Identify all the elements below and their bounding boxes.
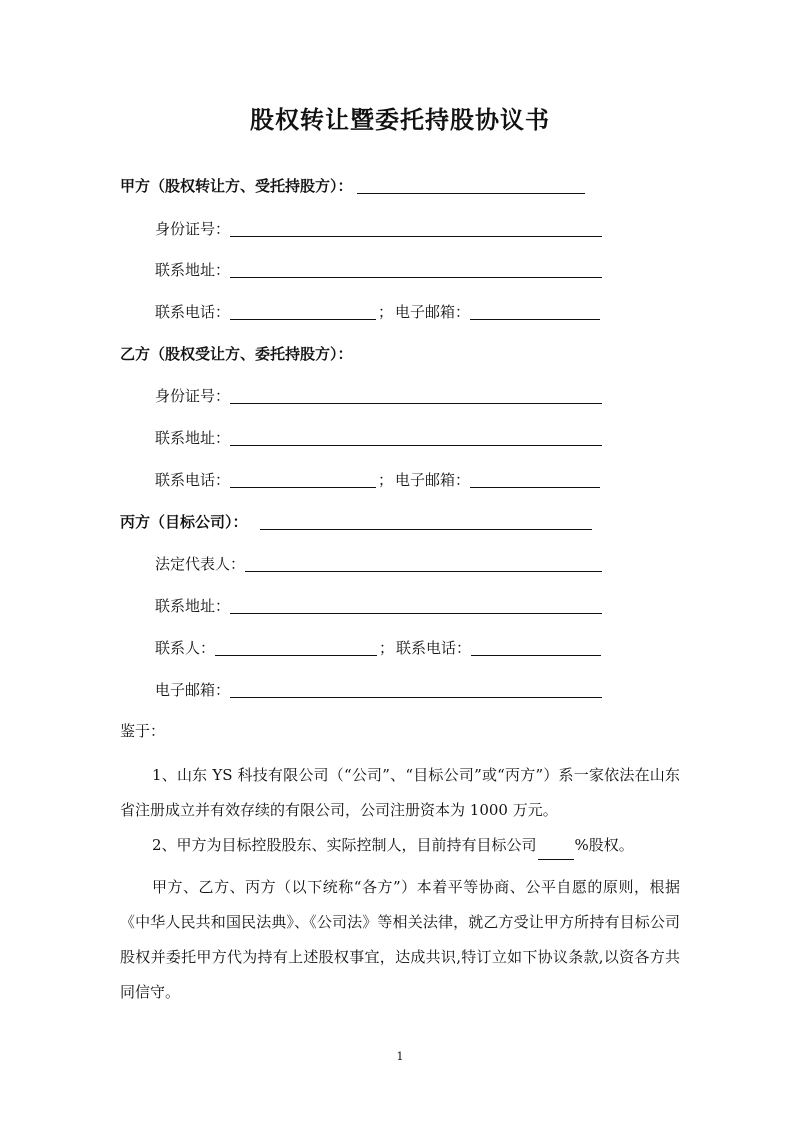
document-title: 股权转让暨委托持股协议书: [250, 105, 550, 134]
clause-1: 1、山东 YS 科技有限公司（“公司”、“目标公司”或“丙方”）系一家依法在山东省注册成立并有效存续的有限公司，公司注册资本为 1000 万元。: [120, 766, 680, 819]
party-b-separator: ；: [378, 471, 394, 489]
party-c-rep-row: [155, 553, 602, 575]
party-c-email-blank[interactable]: [230, 681, 602, 698]
party-b-heading: [120, 343, 353, 365]
party-c-address-blank[interactable]: [230, 597, 602, 614]
party-a-address-row: [155, 259, 602, 281]
shareholding-percent-blank[interactable]: [538, 843, 574, 860]
party-c-email-label: 电子邮箱：: [155, 681, 231, 699]
party-a-id-blank[interactable]: [230, 220, 602, 237]
party-b-id-label: 身份证号：: [155, 387, 231, 405]
party-a-heading: [120, 175, 585, 197]
party-a-email-label: 电子邮箱：: [395, 303, 471, 321]
party-b-address-blank[interactable]: [230, 429, 602, 446]
party-b-label: 乙方（股权受让方、委托持股方）：: [120, 345, 353, 363]
party-a-address-blank[interactable]: [230, 261, 602, 278]
party-b-address-row: [155, 427, 602, 449]
party-c-contact-label: 联系人：: [155, 639, 216, 657]
party-c-label: 丙方（目标公司）：: [120, 513, 248, 531]
party-a-phone-label: 联系电话：: [155, 303, 231, 321]
party-a-separator: ；: [378, 303, 394, 321]
clause-2-prefix: 2、甲方为目标控股股东、实际控制人，目前持有目标公司: [152, 836, 537, 854]
clause-2-suffix: %股权。: [574, 836, 634, 854]
party-b-contact-row: [155, 469, 600, 491]
party-c-phone-label: 联系电话：: [396, 639, 472, 657]
party-b-id-blank[interactable]: [230, 387, 602, 404]
party-c-contact-row: [155, 637, 601, 659]
party-c-heading: [120, 511, 592, 533]
party-b-email-label: 电子邮箱：: [395, 471, 471, 489]
party-a-phone-blank[interactable]: [230, 303, 376, 320]
party-a-contact-row: [155, 301, 600, 323]
party-c-rep-label: 法定代表人：: [155, 555, 246, 573]
whereas-heading: 鉴于：: [120, 722, 166, 740]
party-b-id-row: [155, 385, 602, 407]
party-a-name-blank[interactable]: [357, 177, 585, 194]
party-a-id-row: [155, 218, 602, 240]
party-c-email-row: [155, 679, 602, 701]
party-c-separator: ；: [379, 639, 395, 657]
party-b-phone-label: 联系电话：: [155, 471, 231, 489]
party-a-email-blank[interactable]: [470, 303, 600, 320]
party-c-address-row: [155, 595, 602, 617]
agreement-paragraph: 甲方、乙方、丙方（以下统称“各方”）本着平等协商、公平自愿的原则，根据《中华人民共和国民法典》、《公司法》等相关法律，就乙方受让甲方所持有目标公司股权并委托甲方代为持有上述股权事宜，达成共识,特订立如下协议条款,以资各方共同信守。: [120, 878, 680, 1001]
party-c-name-blank[interactable]: [260, 513, 592, 530]
clause-2: [120, 828, 680, 863]
party-c-rep-blank[interactable]: [245, 555, 602, 572]
party-a-label: 甲方（股权转让方、受托持股方）：: [120, 177, 353, 195]
party-c-contact-blank[interactable]: [215, 639, 377, 656]
party-c-phone-blank[interactable]: [471, 639, 601, 656]
party-c-address-label: 联系地址：: [155, 597, 231, 615]
party-b-phone-blank[interactable]: [230, 471, 376, 488]
party-b-address-label: 联系地址：: [155, 429, 231, 447]
page-number: 1: [396, 1050, 404, 1063]
party-a-id-label: 身份证号：: [155, 220, 231, 238]
party-b-email-blank[interactable]: [470, 471, 600, 488]
party-a-address-label: 联系地址：: [155, 261, 231, 279]
